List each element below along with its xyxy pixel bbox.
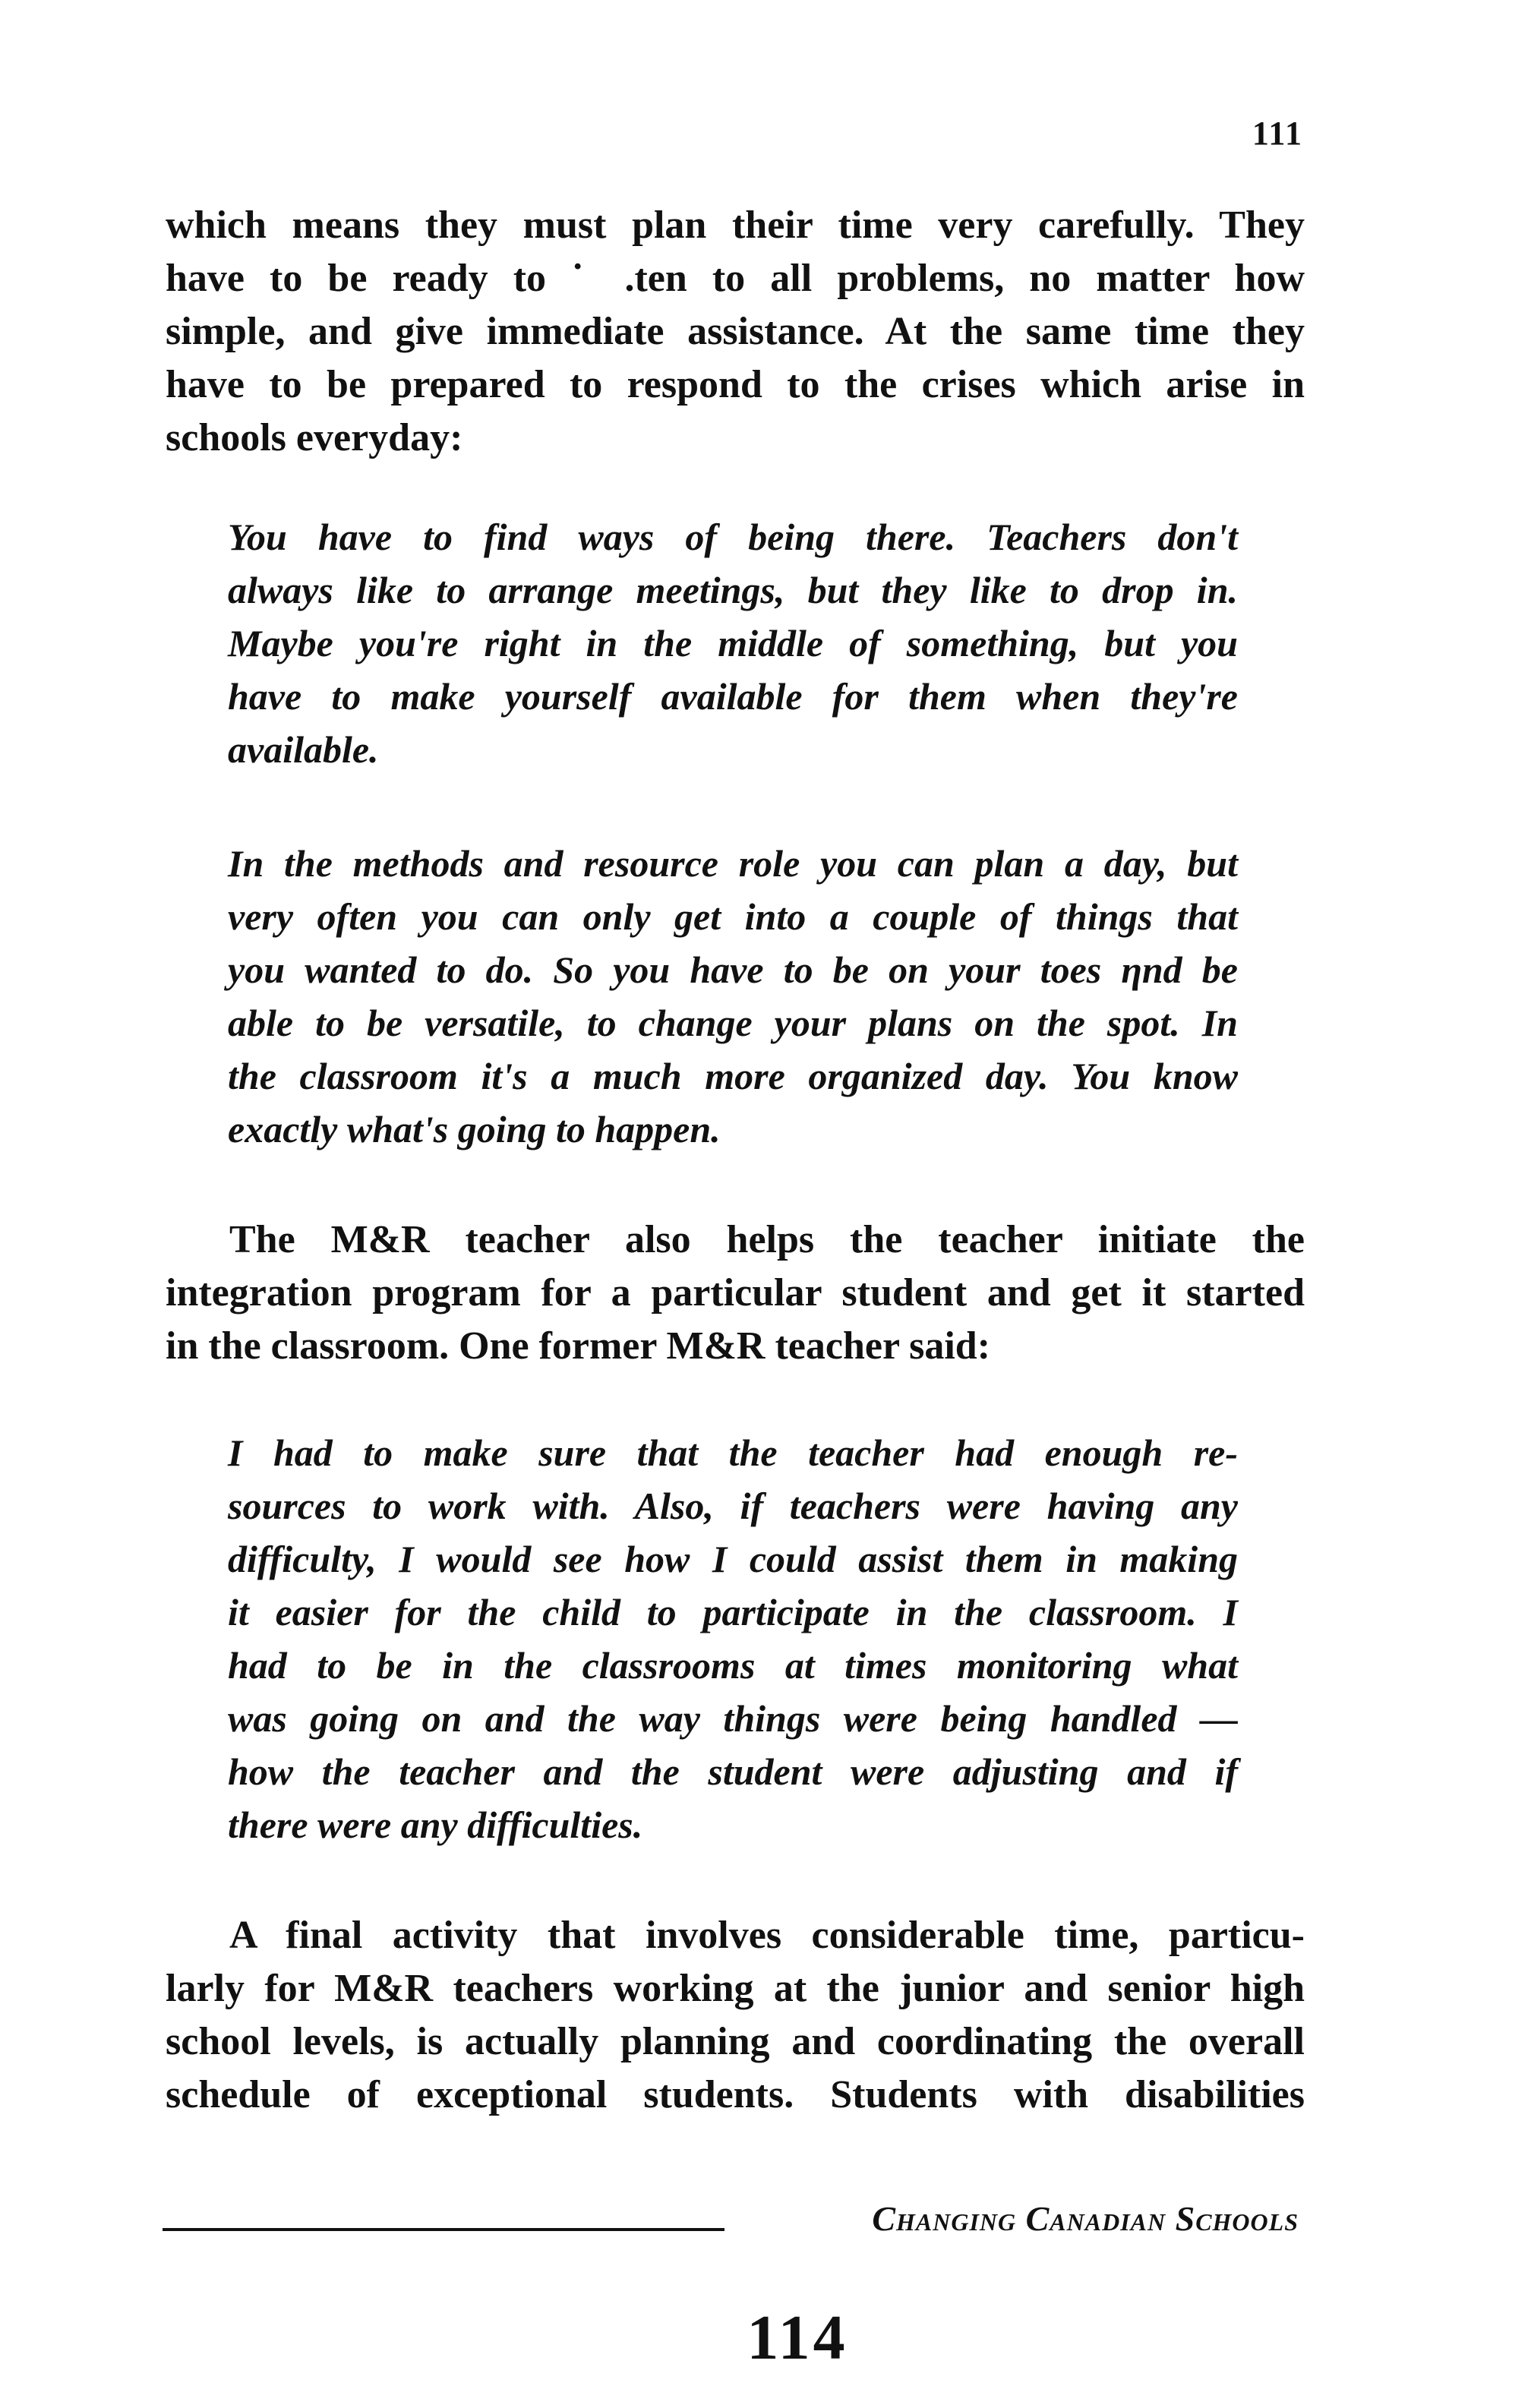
- body-paragraph-3: [166, 1909, 1305, 2122]
- quote-line: In the methods and resource role you can plan a day, but: [228, 842, 1238, 885]
- quote-line: had to be in the classrooms at times monitoring what: [228, 1644, 1238, 1687]
- quote-line: I had to make sure that the teacher had enough re-: [228, 1431, 1238, 1474]
- running-title: Changing Canadian Schools: [872, 2199, 1299, 2238]
- quote-line: exactly what's going to happen.: [228, 1108, 721, 1150]
- quote-line: able to be versatile, to change your plans on the spot. In: [228, 1002, 1238, 1044]
- text-line: schedule of exceptional students. Students with disabilities: [166, 2073, 1305, 2116]
- quote-line: You have to find ways of being there. Teachers don't: [228, 516, 1238, 558]
- text-line: have to be ready to ˙ .ten to all problems, no matter how: [166, 257, 1305, 300]
- folio-number: 114: [747, 2302, 848, 2373]
- quote-line: there were any difficulties.: [228, 1804, 643, 1846]
- page-number: 111: [1252, 115, 1303, 152]
- quote-line: difficulty, I would see how I could assist them in making: [228, 1538, 1238, 1580]
- quote-line: was going on and the way things were being handled —: [228, 1697, 1238, 1740]
- text-line: integration program for a particular student and get it started: [166, 1271, 1305, 1314]
- text-line: A final activity that involves considerable time, particu-: [229, 1914, 1305, 1957]
- block-quote-1: [228, 510, 1238, 776]
- text-line: schools everyday:: [166, 416, 463, 459]
- text-line: in the classroom. One former M&R teacher said:: [166, 1324, 991, 1368]
- body-paragraph-1: [166, 199, 1305, 465]
- quote-line: how the teacher and the student were adjusting and if: [228, 1750, 1238, 1793]
- text-line: larly for M&R teachers working at the junior and senior high: [166, 1967, 1305, 2010]
- block-quote-2: [228, 837, 1238, 1156]
- quote-line: very often you can only get into a couple of things that: [228, 895, 1238, 938]
- text-line: The M&R teacher also helps the teacher initiate the: [229, 1218, 1305, 1261]
- quote-line: have to make yourself available for them when they're: [228, 675, 1238, 718]
- body-paragraph-2: [166, 1213, 1305, 1373]
- quote-line: always like to arrange meetings, but they like to drop in.: [228, 569, 1238, 611]
- quote-line: available.: [228, 728, 379, 771]
- footer-rule: [163, 2228, 724, 2231]
- text-line: have to be prepared to respond to the crises which arise in: [166, 363, 1305, 406]
- quote-line: the classroom it's a much more organized day. You know: [228, 1055, 1238, 1097]
- block-quote-3: [228, 1426, 1238, 1851]
- quote-line: it easier for the child to participate in the classroom. I: [228, 1591, 1238, 1633]
- text-line: school levels, is actually planning and coordinating the overall: [166, 2020, 1305, 2063]
- quote-line: Maybe you're right in the middle of something, but you: [228, 622, 1238, 664]
- quote-line: sources to work with. Also, if teachers were having any: [228, 1485, 1238, 1527]
- text-line: which means they must plan their time very carefully. They: [166, 204, 1305, 247]
- text-line: simple, and give immediate assistance. At the same time they: [166, 310, 1305, 353]
- quote-line: you wanted to do. So you have to be on your toes ηnd be: [228, 948, 1238, 991]
